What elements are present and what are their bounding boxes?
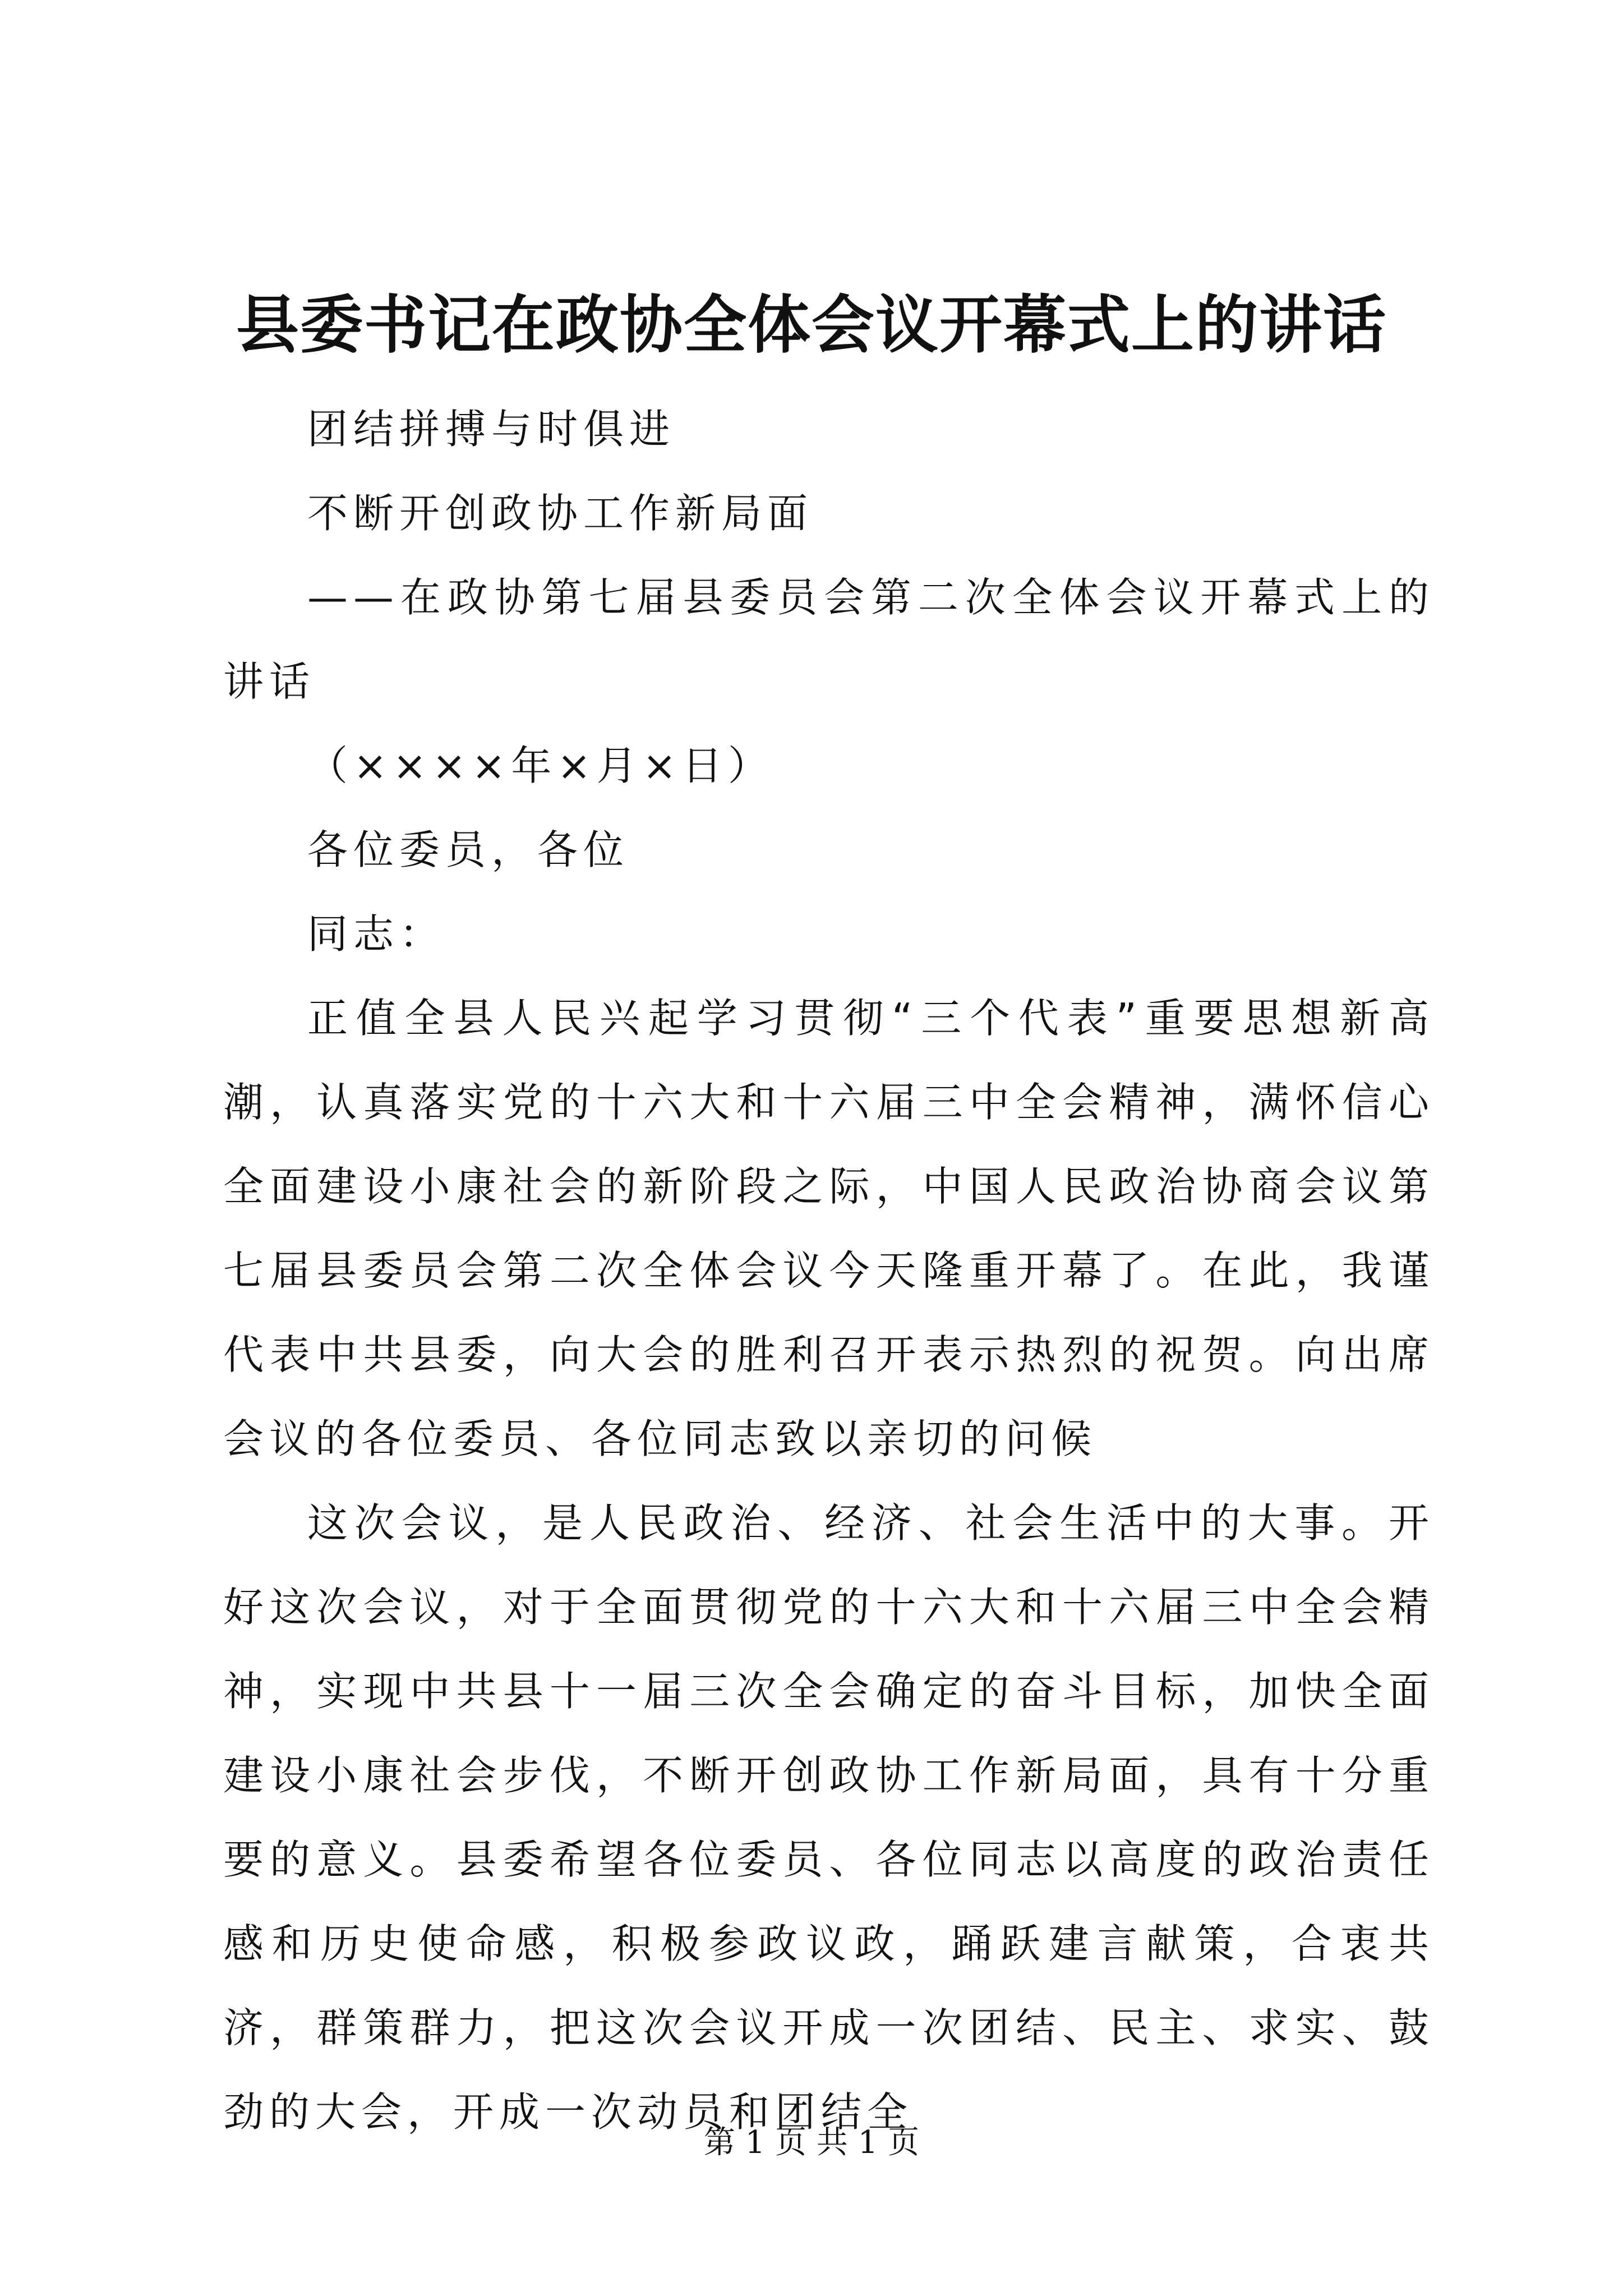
body-paragraph: 这次会议，是人民政治、经济、社会生活中的大事。开好这次会议，对于全面贯彻党的十六大和十六届三中全会精神，实现中共县十一届三次全会确定的奋斗目标，加快全面建设小康社会步伐，不断开创政协工作新局面，具有十分重要的意义。县委希望各位委员、各位同志以高度的政治责任感和历史使命感，积极参政议政，踊跃建言献策，合衷共济，群策群力，把这次会议开成一次团结、民主、求实、鼓劲的大会，开成一次动员和团结全 [223, 1499, 1435, 2136]
subtitle-line-2: 不断开创政协工作新局面 [307, 490, 814, 537]
salutation-continued: 同志： [307, 910, 446, 958]
speech-date: （××××年×月×日） [307, 742, 774, 789]
document-title: 县委书记在政协全体会议开幕式上的讲话 [236, 288, 1387, 362]
salutation: 各位委员，各位 [307, 826, 630, 873]
subtitle-line-1: 团结拼搏与时俱进 [307, 406, 676, 453]
body-paragraph: 正值全县人民兴起学习贯彻“三个代表”重要思想新高潮，认真落实党的十六大和十六届三中全会精神，满怀信心全面建设小康社会的新阶段之际，中国人民政治协商会议第七届县委员会第二次全体会议今天隆重开幕了。在此，我谨代表中共县委，向大会的胜利召开表示热烈的祝贺。向出席会议的各位委员、各位同志致以亲切的问候 [223, 995, 1435, 1462]
document-body [223, 387, 1435, 2154]
speech-occasion: ——在政协第七届县委员会第二次全体会议开幕式上的讲话 [223, 574, 1435, 705]
page-number: 第 1 页 共 1 页 [703, 2124, 920, 2161]
